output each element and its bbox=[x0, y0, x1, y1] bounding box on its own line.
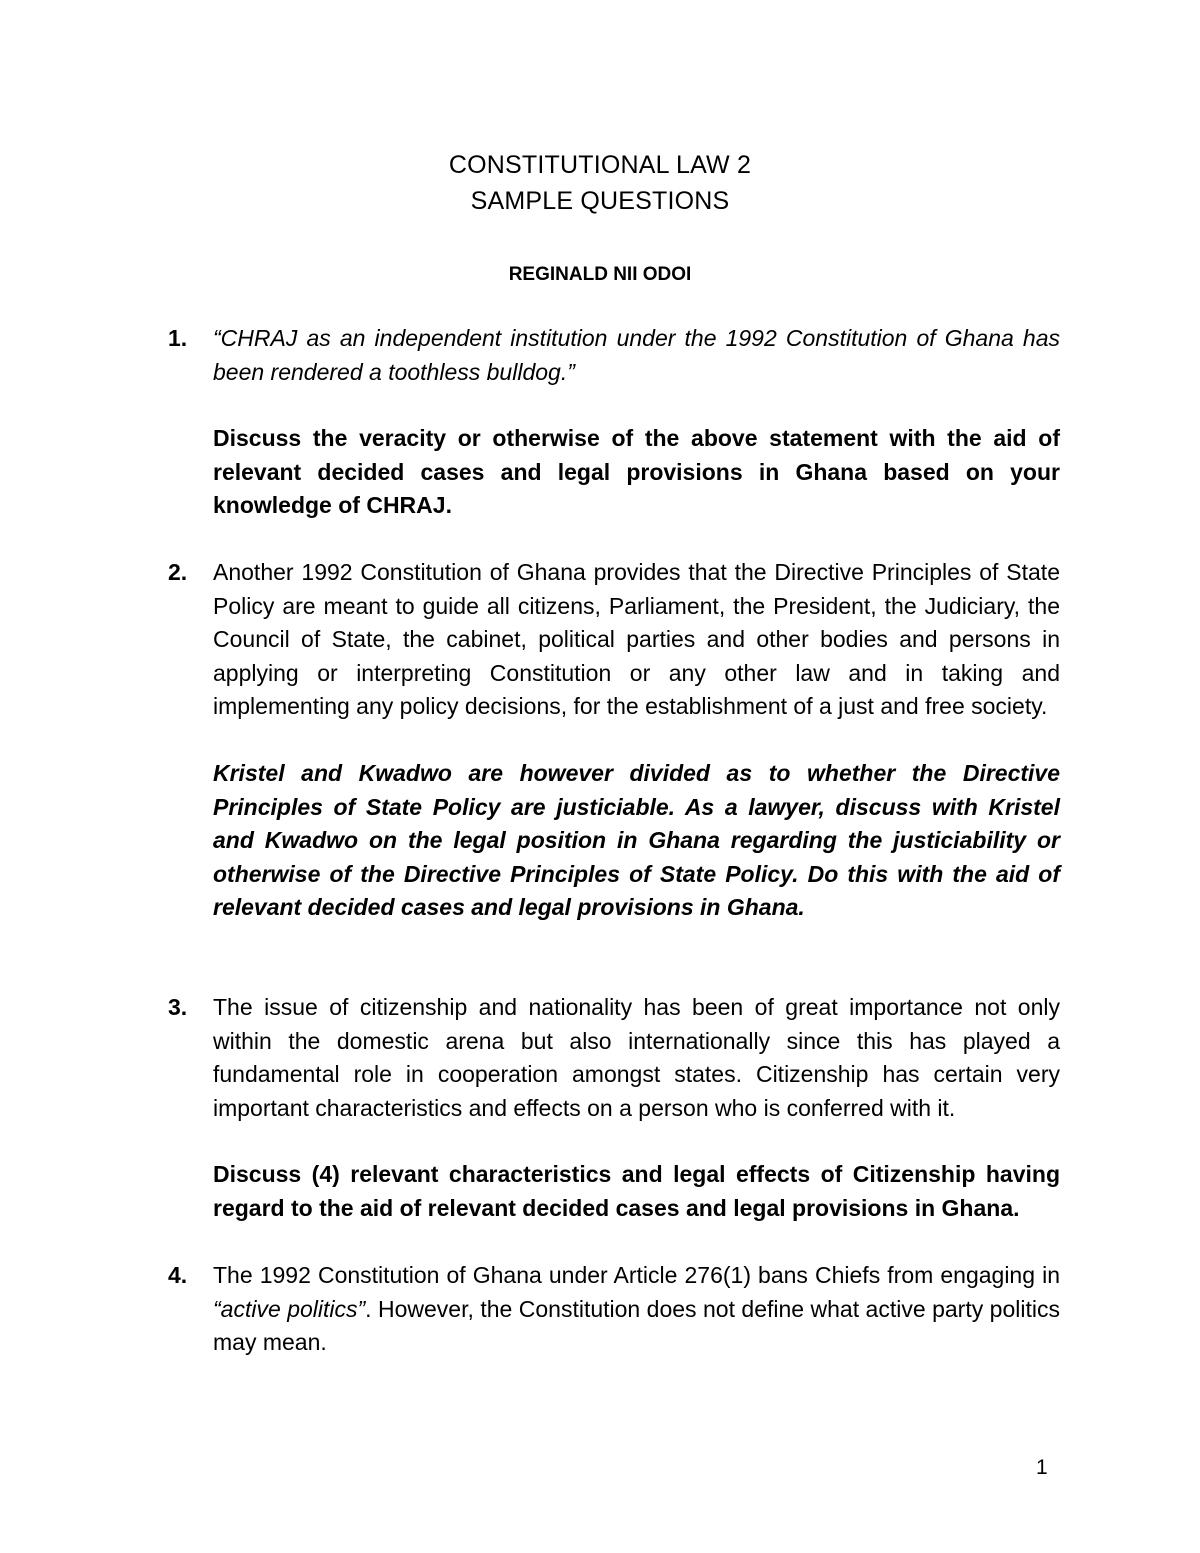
question-number: 4. bbox=[168, 1262, 188, 1288]
question-task: Kristel and Kwadwo are however divided as to whether the Directive Principles of State Policy are justiciable. As a lawyer, discuss with Kristel and Kwadwo on the legal position in Ghana regarding the justiciability or otherwise of the Directive Principles of State Policy. Do this with the aid of relevant decided cases and legal provisions in Ghana. bbox=[213, 759, 1060, 921]
statement-text: The 1992 Constitution of Ghana under Article 276(1) bans Chiefs from engaging in bbox=[213, 1262, 1060, 1288]
question-number: 2. bbox=[168, 559, 188, 585]
question-4 bbox=[168, 1259, 1060, 1360]
question-statement: The issue of citizenship and nationality has been of great importance not only within the domestic arena but also internationally since this has played a fundamental role in cooperation amongst states. Citizenship has certain very important characteristics and effects on a person who is conferred with it. bbox=[213, 994, 1060, 1121]
question-1 bbox=[168, 322, 1060, 523]
question-3 bbox=[168, 991, 1060, 1226]
document-title: CONSTITUTIONAL LAW 2 bbox=[448, 151, 752, 179]
question-statement: “CHRAJ as an independent institution under the 1992 Constitution of Ghana has been rendered a toothless bulldog.” bbox=[213, 325, 1060, 385]
question-task: Discuss (4) relevant characteristics and legal effects of Citizenship having regard to the aid of relevant decided cases and legal provisions in Ghana. bbox=[213, 1161, 1060, 1221]
question-statement bbox=[213, 1259, 1060, 1360]
question-2 bbox=[168, 556, 1060, 925]
document-subtitle: SAMPLE QUESTIONS bbox=[470, 187, 730, 215]
statement-quoted-term: “active politics” bbox=[213, 1295, 366, 1322]
author-name: REGINALD NII ODOI bbox=[508, 264, 692, 285]
statement-text: . However, the Constitution does not define what active party politics may mean. bbox=[213, 1295, 1060, 1356]
question-statement: Another 1992 Constitution of Ghana provides that the Directive Principles of State Policy are meant to guide all citizens, Parliament, the President, the Judiciary, the Council of State, the cabinet, political parties and other bodies and persons in applying or interpreting Constitution or any other law and in taking and implementing any policy decisions, for the establishment of a just and free society. bbox=[213, 559, 1060, 720]
question-task: Discuss the veracity or otherwise of the above statement with the aid of relevant decided cases and legal provisions in Ghana based on your knowledge of CHRAJ. bbox=[213, 425, 1060, 519]
question-number: 3. bbox=[168, 994, 188, 1020]
page-number: 1 bbox=[1036, 1456, 1048, 1479]
question-number: 1. bbox=[168, 325, 188, 351]
